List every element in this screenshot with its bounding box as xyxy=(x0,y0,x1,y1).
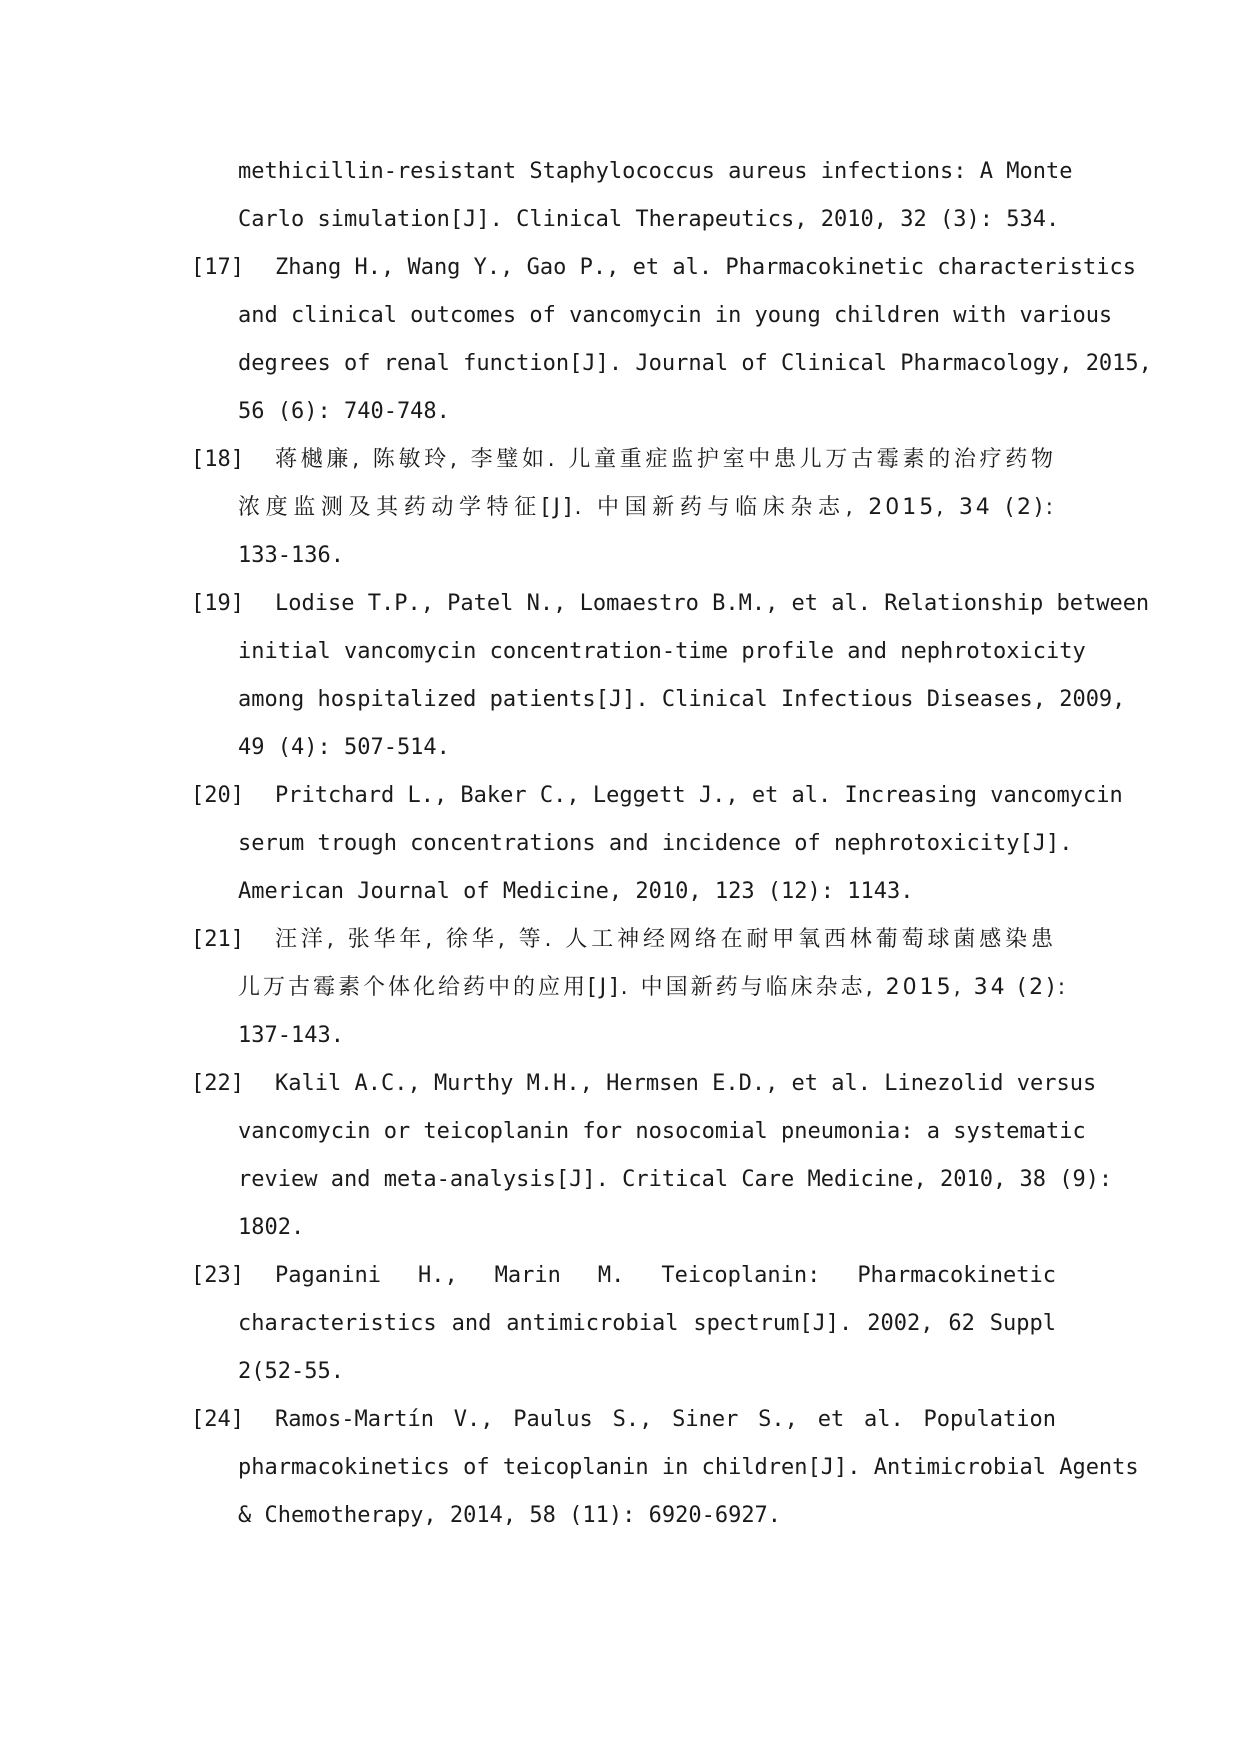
reference-line: 137-143. xyxy=(238,1023,344,1048)
reference-line: 蒋樾廉, 陈敏玲, 李璧如. 儿童重症监护室中患儿万古霉素的治疗药物 xyxy=(275,447,1056,472)
reference-line: Carlo simulation[J]. Clinical Therapeutics, 2010, 32 (3): 534. xyxy=(238,207,1060,232)
reference-number: [20] xyxy=(191,783,244,808)
reference-number: [23] xyxy=(191,1263,244,1288)
reference-line: Lodise T.P., Patel N., Lomaestro B.M., et al. Relationship between xyxy=(275,591,1150,616)
reference-line: 2(52-55. xyxy=(238,1359,344,1384)
reference-line: 浓度监测及其药动学特征[J]. 中国新药与临床杂志, 2015, 34 (2): xyxy=(238,495,1056,520)
reference-line: Paganini H., Marin M. Teicoplanin: Pharmacokinetic xyxy=(275,1263,1056,1288)
reference-line: review and meta-analysis[J]. Critical Care Medicine, 2010, 38 (9): xyxy=(238,1167,1113,1192)
reference-line: 56 (6): 740-748. xyxy=(238,399,450,424)
reference-line: 儿万古霉素个体化给药中的应用[J]. 中国新药与临床杂志, 2015, 34 (2): xyxy=(238,975,1069,1000)
reference-line: and clinical outcomes of vancomycin in young children with various xyxy=(238,303,1113,328)
reference-number: [21] xyxy=(191,927,244,952)
reference-line: pharmacokinetics of teicoplanin in children[J]. Antimicrobial Agents xyxy=(238,1455,1139,1480)
reference-line: Pritchard L., Baker C., Leggett J., et al. Increasing vancomycin xyxy=(275,783,1123,808)
reference-line: 133-136. xyxy=(238,543,344,568)
reference-line: Zhang H., Wang Y., Gao P., et al. Pharmacokinetic characteristics xyxy=(275,255,1136,280)
reference-number: [22] xyxy=(191,1071,244,1096)
reference-line: 汪洋, 张华年, 徐华, 等. 人工神经网络在耐甲氧西林葡萄球菌感染患 xyxy=(275,927,1056,952)
reference-number: [24] xyxy=(191,1407,244,1432)
reference-line: Ramos-Martín V., Paulus S., Siner S., et al. Population xyxy=(275,1407,1056,1432)
reference-line: 49 (4): 507-514. xyxy=(238,735,450,760)
reference-number: [19] xyxy=(191,591,244,616)
reference-line: methicillin-resistant Staphylococcus aureus infections: A Monte xyxy=(238,159,1073,184)
reference-line: Kalil A.C., Murthy M.H., Hermsen E.D., et al. Linezolid versus xyxy=(275,1071,1097,1096)
reference-number: [17] xyxy=(191,255,244,280)
reference-line: characteristics and antimicrobial spectrum[J]. 2002, 62 Suppl xyxy=(238,1311,1056,1336)
reference-number: [18] xyxy=(191,447,244,472)
reference-line: among hospitalized patients[J]. Clinical Infectious Diseases, 2009, xyxy=(238,687,1126,712)
reference-line: initial vancomycin concentration-time profile and nephrotoxicity xyxy=(238,639,1086,664)
reference-line: vancomycin or teicoplanin for nosocomial pneumonia: a systematic xyxy=(238,1119,1086,1144)
reference-line: & Chemotherapy, 2014, 58 (11): 6920-6927. xyxy=(238,1503,782,1528)
reference-line: 1802. xyxy=(238,1215,305,1240)
reference-line: American Journal of Medicine, 2010, 123 (12): 1143. xyxy=(238,879,914,904)
reference-line: serum trough concentrations and incidence of nephrotoxicity[J]. xyxy=(238,831,1073,856)
reference-line: degrees of renal function[J]. Journal of Clinical Pharmacology, 2015, xyxy=(238,351,1152,376)
